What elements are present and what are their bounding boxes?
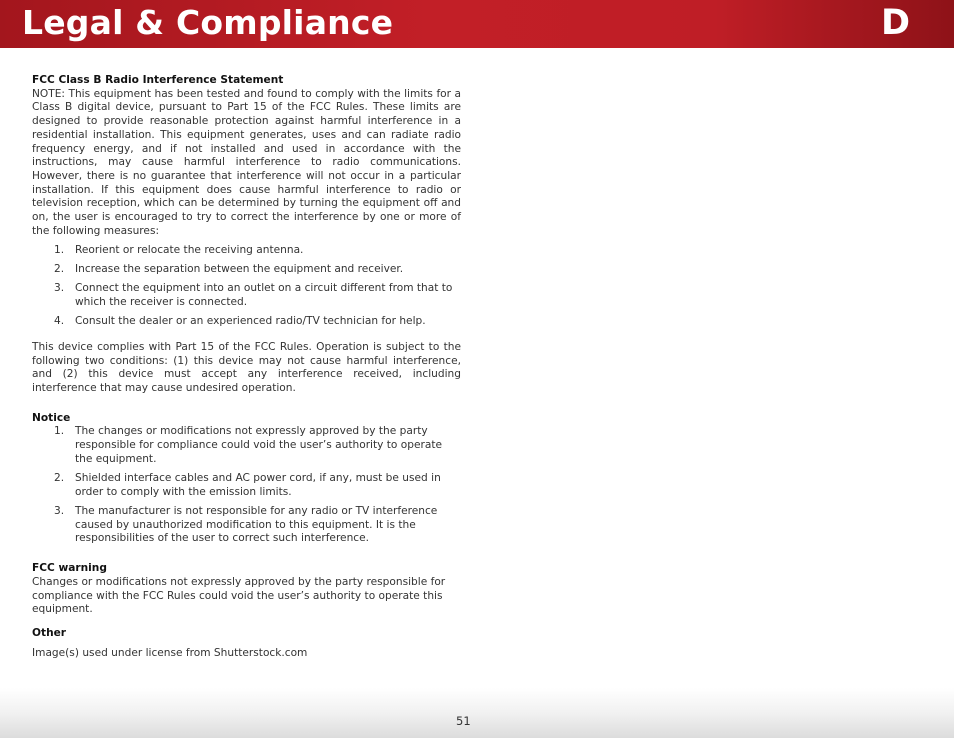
list-number: 2.: [54, 263, 65, 276]
list-text: Reorient or relocate the receiving antenna.: [75, 243, 304, 256]
list-text: Shielded interface cables and AC power cord, if any, must be used in order to comply with the emission limits.: [75, 472, 441, 498]
measures-list: [32, 244, 461, 329]
fcc-warning-body: Changes or modifications not expressly approved by the party responsible for compliance with the FCC Rules could void the user’s authority to operate this equipment.: [32, 575, 446, 616]
list-item: [32, 425, 461, 466]
page-header: [0, 0, 954, 48]
list-item: [32, 263, 461, 277]
list-text: Connect the equipment into an outlet on a circuit different from that to which the receiver is connected.: [75, 282, 453, 309]
list-item: [32, 505, 461, 546]
list-item: [32, 244, 461, 258]
list-number: 1.: [54, 425, 65, 438]
list-text: Consult the dealer or an experienced radio/TV technician for help.: [75, 315, 426, 328]
main-content: [32, 74, 461, 660]
list-text: The changes or modifications not expressly approved by the party responsible for compliance could void the user’s authority to operate the equipment.: [75, 425, 443, 465]
list-number: 2.: [54, 472, 65, 485]
other-heading: Other: [32, 626, 67, 639]
footer-band: [0, 688, 954, 738]
list-number: 4.: [54, 315, 65, 328]
notice-heading: Notice: [32, 411, 71, 424]
list-number: 3.: [54, 282, 65, 295]
fcc-class-b-heading: FCC Class B Radio Interference Statement: [32, 74, 284, 86]
compliance-statement: This device complies with Part 15 of the FCC Rules. Operation is subject to the following two conditions: (1) this device may not cause harmful interference, and (2) this device must accept any interference received, including interference that may cause undesired operation.: [32, 340, 461, 395]
chapter-letter: D: [880, 3, 910, 43]
list-text: The manufacturer is not responsible for any radio or TV interference caused by unauthorized modification to this equipment. It is the responsibilities of the user to correct such interference.: [75, 504, 438, 545]
fcc-warning-heading: FCC warning: [32, 562, 107, 575]
other-body: Image(s) used under license from Shutterstock.com: [32, 646, 308, 659]
fcc-class-b-body: NOTE: This equipment has been tested and found to comply with the limits for a Class B digital device, pursuant to Part 15 of the FCC Rules. These limits are designed to provide reasonable protection against harmful interference in a residential installation. This equipment generates, uses and can radiate radio frequency energy, and if not installed and used in accordance with the instructions, may cause harmful interference to radio communications. However, there is no guarantee that interference will not occur in a particular installation. If this equipment does cause harmful interference to radio or television reception, which can be determined by turning the equipment off and on, the user is encouraged to try to correct the interference by one or more of the following measures:: [32, 87, 461, 237]
list-number: 3.: [54, 504, 65, 517]
page-title: Legal & Compliance: [22, 3, 394, 42]
page-number: 51: [456, 714, 471, 728]
list-text: Increase the separation between the equipment and receiver.: [75, 263, 404, 276]
list-item: [32, 472, 461, 499]
list-item: [32, 315, 461, 329]
notice-list: [32, 425, 461, 546]
list-number: 1.: [54, 243, 65, 256]
list-item: [32, 282, 461, 309]
